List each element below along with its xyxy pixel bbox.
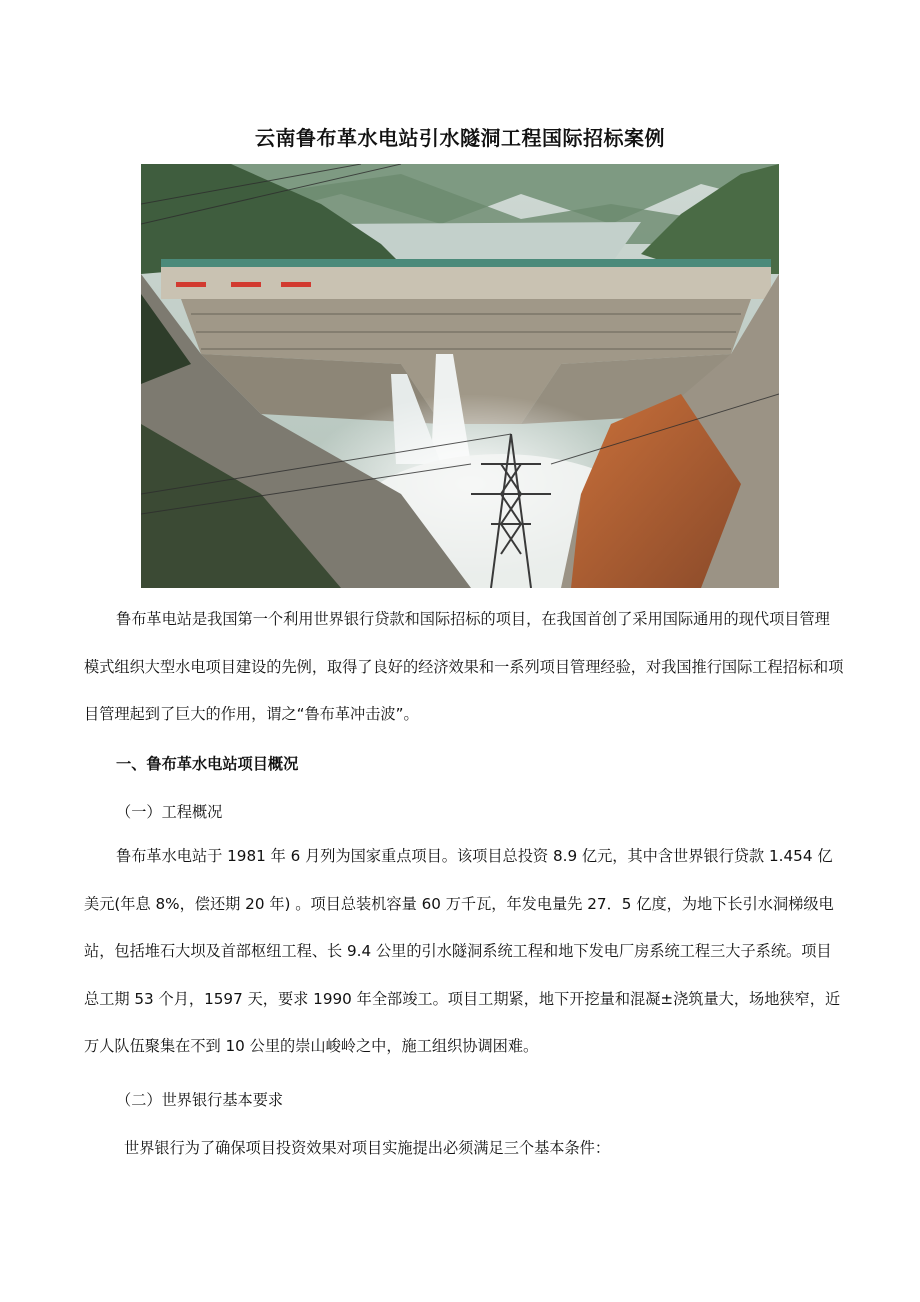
intro-paragraph: 鲁布革电站是我国第一个利用世界银行贷款和国际招标的项目，在我国首创了采用国际通用的现代项目管理模式组织大型水电项目建设的先例，取得了良好的经济效果和一系列项目管理经验，对我国推行国际工程招标和项目管理起到了巨大的作用，谓之“鲁布革冲击波”。 bbox=[84, 610, 844, 723]
document-title: 云南鲁布革水电站引水隧洞工程国际招标案例 bbox=[255, 126, 665, 150]
section-heading: 一、鲁布革水电站项目概况 bbox=[116, 755, 299, 773]
subsection-heading: （二）世界银行基本要求 bbox=[116, 1091, 284, 1109]
overview-paragraph: 鲁布革水电站于 1981 年 6 月列为国家重点项目。该项目总投资 8.9 亿元，其中含世界银行贷款 1.454 亿美元(年息 8%，偿还期 20 年) 。项目总装机容量 60 万千瓦，年发电量先 27．5 亿度，为地下长引水洞梯级电站，包括堆石大坝及首部枢纽工程、长 9.4 公里的引水隧洞系统工程和地下发电厂房系统工程三大子系统。项目总工期 53 个月，1597 天，要求 1990 年全部竣工。项目工期紧，地下开挖量和混凝±浇筑量大，场地狭窄，近万人队伍聚集在不到 10 公里的崇山峻岭之中，施工组织协调困难。 bbox=[84, 847, 841, 1055]
dam-photo bbox=[141, 164, 779, 588]
worldbank-paragraph: 世界银行为了确保项目投资效果对项目实施提出必须满足三个基本条件： bbox=[124, 1139, 610, 1157]
dam-photo-icon bbox=[141, 164, 779, 588]
subsection-heading: （一）工程概况 bbox=[116, 803, 223, 821]
